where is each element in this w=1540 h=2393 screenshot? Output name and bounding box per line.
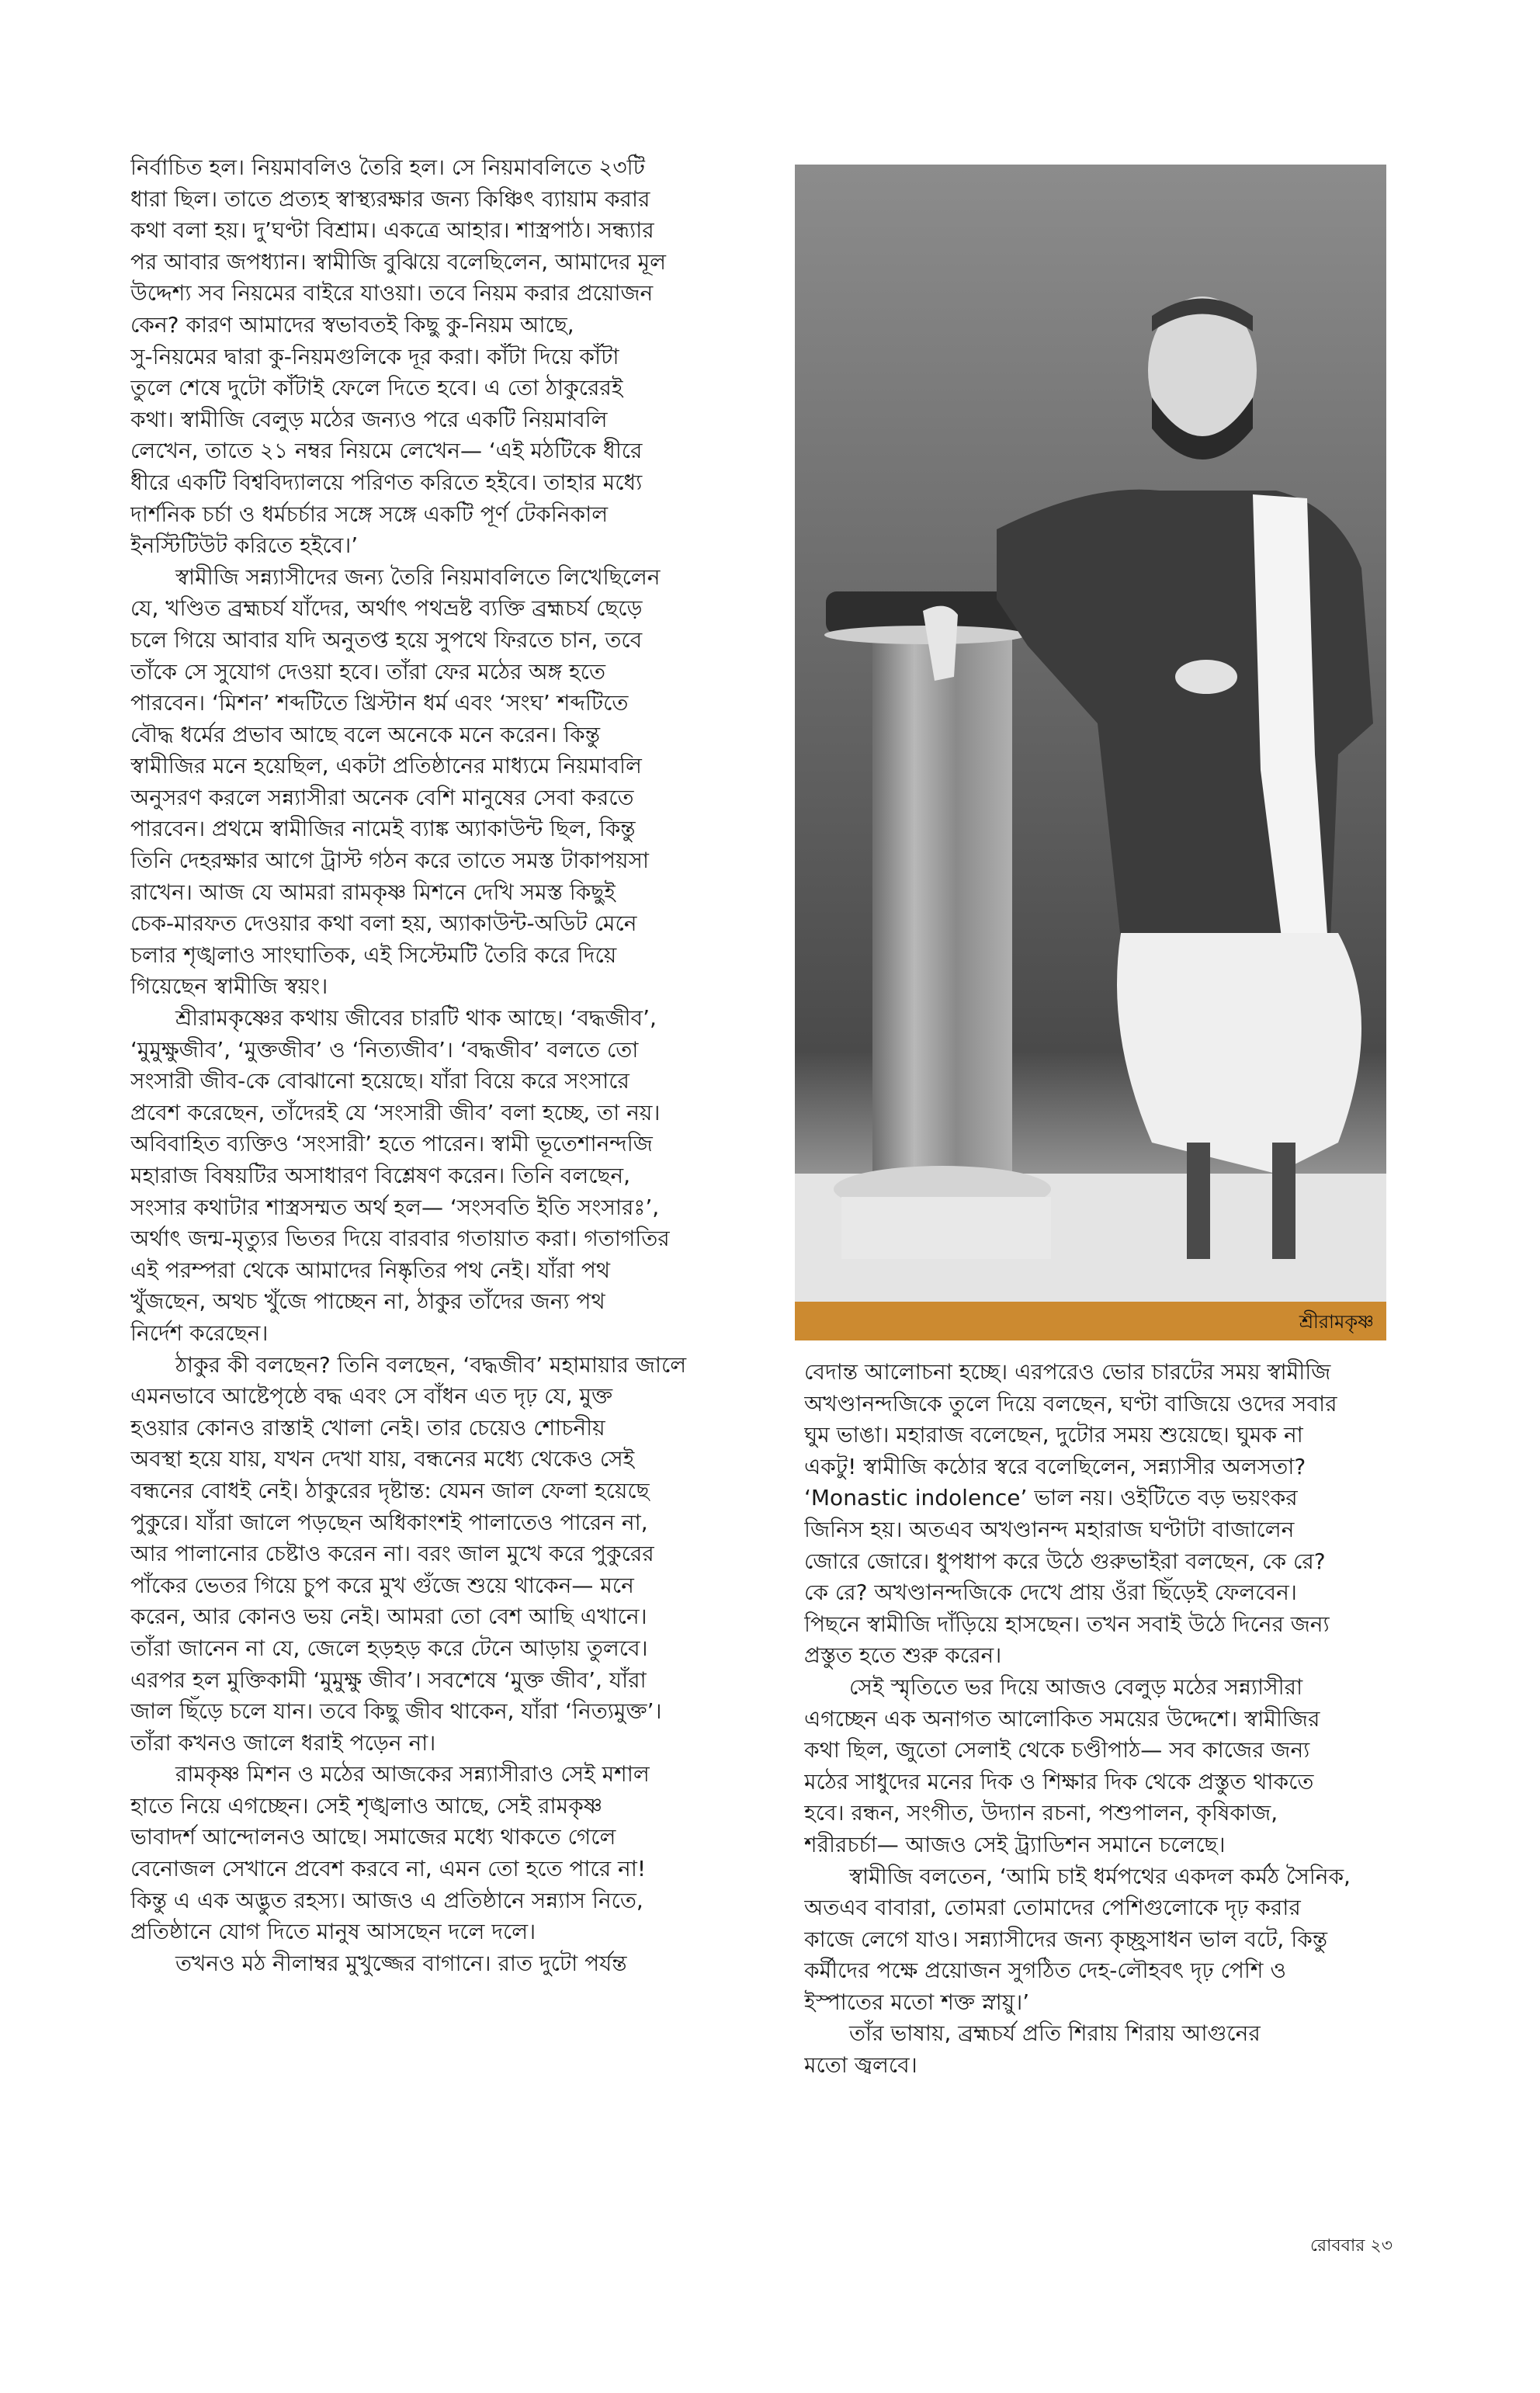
- text-line: ঘুম ভাঙা। মহারাজ বলেছেন, দুটোর সময় শুয়েছে। ঘুমক না: [804, 1422, 1303, 1448]
- text-line: প্রতিষ্ঠানে যোগ দিতে মানুষ আসছেন দলে দলে।: [130, 1919, 536, 1945]
- text-line: পর আবার জপধ্যান। স্বামীজি বুঝিয়ে বলেছিলেন, আমাদের মূল: [130, 248, 667, 275]
- text-line: মহারাজ বিষয়টির অসাধারণ বিশ্লেষণ করেন। তিনি বলছেন,: [130, 1163, 631, 1188]
- text-line: তিনি দেহরক্ষার আগে ট্রাস্ট গঠন করে তাতে সমস্ত টাকাপয়সা: [130, 848, 650, 874]
- paragraph-first-line: রামকৃষ্ণ মিশন ও মঠের আজকের সন্ন্যাসীরাও সেই মশাল: [175, 1761, 650, 1788]
- text-line: মঠের সাধুদের মনের দিক ও শিক্ষার দিক থেকে প্রস্তুত থাকতে: [804, 1768, 1314, 1795]
- text-line: পুকুরে। যাঁরা জালে পড়ছেন অধিকাংশই পালাতেও পারেন না,: [130, 1509, 648, 1535]
- text-line: অনুসরণ করলে সন্ন্যাসীরা অনেক বেশি মানুষের সেবা করতে: [130, 784, 634, 810]
- text-line: তুলে শেষে দুটো কাঁটাই ফেলে দিতে হবে। এ তো ঠাকুরেরই: [130, 375, 623, 401]
- text-line: লেখেন, তাতে ২১ নম্বর নিয়মে লেখেন— ‘এই মঠটিকে ধীরে: [130, 438, 643, 464]
- paragraph-first-line: তখনও মঠ নীলাম্বর মুখুজ্জের বাগানে। রাত দুটো পর্যন্ত: [175, 1950, 627, 1976]
- text-line: মতো জ্বলবে।: [804, 2052, 917, 2079]
- text-line: ধারা ছিল। তাতে প্রত্যহ স্বাস্থ্যরক্ষার জন্য কিঞ্চিৎ ব্যায়াম করার: [130, 186, 650, 212]
- paragraph-first-line: স্বামীজি বলতেন, ‘আমি চাই ধর্মপথের একদল কর্মঠ সৈনিক,: [849, 1863, 1351, 1889]
- text-line: এরপর হল মুক্তিকামী ‘মুমুক্ষু জীব’। সবশেষে ‘মুক্ত জীব’, যাঁরা: [130, 1666, 647, 1693]
- text-line: ভাবাদর্শ আন্দোলনও আছে। সমাজের মধ্যে থাকতে গেলে: [130, 1824, 616, 1850]
- text-line: এমনভাবে আষ্টেপৃষ্ঠে বদ্ধ এবং সে বাঁধন এত দৃঢ় যে, মুক্ত: [130, 1383, 613, 1410]
- text-line: নির্দেশ করেছেন।: [130, 1320, 269, 1346]
- paragraph-first-line: তাঁর ভাষায়, ব্রহ্মচর্য প্রতি শিরায় শিরায় আগুনের: [849, 2020, 1261, 2047]
- text-line: কথা। স্বামীজি বেলুড় মঠের জন্যও পরে একটি নিয়মাবলি: [130, 406, 608, 432]
- text-line: হাতে নিয়ে এগচ্ছেন। সেই শৃঙ্খলাও আছে, সেই রামকৃষ্ণ: [130, 1792, 603, 1819]
- text-line: ইনস্টিটিউট করিতে হইবে।’: [130, 532, 359, 559]
- text-line: অর্থাৎ জন্ম-মৃত্যুর ভিতর দিয়ে বারবার গতায়াত করা। গতাগতির: [130, 1226, 670, 1252]
- text-line: ধীরে একটি বিশ্ববিদ্যালয়ে পরিণত করিতে হইবে। তাহার মধ্যে: [130, 469, 643, 495]
- text-line: দার্শনিক চর্চা ও ধর্মচর্চার সঙ্গে সঙ্গে একটি পূর্ণ টেকনিকাল: [130, 501, 609, 527]
- text-line: অখণ্ডানন্দজিকে তুলে দিয়ে বলছেন, ঘণ্টা বাজিয়ে ওদের সবার: [804, 1390, 1337, 1417]
- page-folio: রোববার ২৩: [1310, 2236, 1393, 2256]
- paragraph-first-line: সেই স্মৃতিতে ভর দিয়ে আজও বেলুড় মঠের সন্ন্যাসীরা: [849, 1673, 1303, 1700]
- text-line: যে, খণ্ডিত ব্রহ্মচর্য যাঁদের, অর্থাৎ পথভ্রষ্ট ব্যক্তি ব্রহ্মচর্য ছেড়ে: [130, 595, 643, 622]
- text-line: সু-নিয়মের দ্বারা কু-নিয়মগুলিকে দূর করা। কাঁটা দিয়ে কাঁটা: [130, 343, 619, 369]
- paragraph-first-line: শ্রীরামকৃষ্ণের কথায় জীবের চারটি থাক আছে। ‘বদ্ধজীব’,: [175, 1005, 657, 1032]
- text-line: জিনিস হয়। অতএব অখণ্ডানন্দ মহারাজ ঘণ্টাটা বাজালেন: [804, 1516, 1295, 1542]
- text-line: কেন? কারণ আমাদের স্বভাবতই কিছু কু-নিয়ম আছে,: [130, 311, 574, 338]
- portrait-photo: [795, 165, 1386, 1302]
- text-line: উদ্দেশ্য সব নিয়মের বাইরে যাওয়া। তবে নিয়ম করার প্রয়োজন: [130, 280, 654, 307]
- text-line: চলার শৃঙ্খলাও সাংঘাতিক, এই সিস্টেমটি তৈরি করে দিয়ে: [130, 942, 617, 968]
- text-line: প্রবেশ করেছেন, তাঁদেরই যে ‘সংসারী জীব’ বলা হচ্ছে, তা নয়।: [130, 1099, 661, 1125]
- text-line: খুঁজছেন, অথচ খুঁজে পাচ্ছেন না, ঠাকুর তাঁদের জন্য পথ: [130, 1288, 605, 1315]
- text-line: নির্বাচিত হল। নিয়মাবলিও তৈরি হল। সে নিয়মাবলিতে ২৩টি: [130, 154, 645, 180]
- text-line: বৌদ্ধ ধর্মের প্রভাব আছে বলে অনেকে মনে করেন। কিন্তু: [130, 721, 601, 747]
- article-right-column: [804, 1357, 1417, 2082]
- paragraph-first-line: স্বামীজি সন্ন্যাসীদের জন্য তৈরি নিয়মাবলিতে লিখেছিলেন: [175, 564, 661, 590]
- text-line: ‘মুমুক্ষুজীব’, ‘মুক্তজীব’ ও ‘নিত্যজীব’। ‘বদ্ধজীব’ বলতে তো: [130, 1036, 639, 1063]
- text-line: হওয়ার কোনও রাস্তাই খোলা নেই। তার চেয়েও শোচনীয়: [130, 1414, 605, 1441]
- text-line: পিছনে স্বামীজি দাঁড়িয়ে হাসছেন। তখন সবাই উঠে দিনের জন্য: [804, 1611, 1330, 1637]
- text-line: বন্ধনের বোধই নেই। ঠাকুরের দৃষ্টান্ত: যেমন জাল ফেলা হয়েছে: [130, 1477, 650, 1503]
- text-line: শরীরচর্চা— আজও সেই ট্র্যাডিশন সমানে চলেছে।: [804, 1831, 1226, 1857]
- text-line: অবিবাহিত ব্যক্তিও ‘সংসারী’ হতে পারেন। স্বামী ভূতেশানন্দজি: [130, 1131, 653, 1157]
- text-line: কথা ছিল, জুতো সেলাই থেকে চণ্ডীপাঠ— সব কাজের জন্য: [804, 1737, 1310, 1764]
- portrait-illustration: [795, 165, 1386, 1302]
- text-line: তাঁরা কখনও জালে ধরাই পড়েন না।: [130, 1729, 436, 1756]
- text-line: জাল ছিঁড়ে চলে যান। তবে কিছু জীব থাকেন, যাঁরা ‘নিত্যমুক্ত’।: [130, 1698, 662, 1725]
- paragraph-first-line: ঠাকুর কী বলছেন? তিনি বলছেন, ‘বদ্ধজীব’ মহামায়ার জালে: [175, 1351, 687, 1378]
- text-line: রাখেন। আজ যে আমরা রামকৃষ্ণ মিশনে দেখি সমস্ত কিছুই: [130, 879, 616, 905]
- text-line: ‘Monastic indolence’ ভাল নয়। ওইটিতে বড় ভয়ংকর: [804, 1485, 1298, 1511]
- text-line: পারবেন। ‘মিশন’ শব্দটিতে খ্রিস্টান ধর্ম এবং ‘সংঘ’ শব্দটিতে: [130, 690, 629, 716]
- text-line: ইস্পাতের মতো শক্ত স্নায়ু।’: [804, 1989, 1030, 2015]
- text-line: পাঁকের ভেতর গিয়ে চুপ করে মুখ গুঁজে শুয়ে থাকেন— মনে: [130, 1572, 634, 1598]
- text-line: কর্মীদের পক্ষে প্রয়োজন সুগঠিত দেহ-লৌহবৎ দৃঢ় পেশি ও: [804, 1958, 1287, 1984]
- text-line: তাঁকে সে সুযোগ দেওয়া হবে। তাঁরা ফের মঠের অঙ্গ হতে: [130, 658, 605, 685]
- photo-caption: শ্রীরামকৃষ্ণ: [1299, 1311, 1374, 1333]
- text-line: কে রে? অখণ্ডানন্দজিকে দেখে প্রায় ওঁরা ছিঁড়েই ফেলবেন।: [804, 1580, 1297, 1606]
- text-line: গিয়েছেন স্বামীজি স্বয়ং।: [130, 973, 328, 1000]
- text-line: বেদান্ত আলোচনা হচ্ছে। এরপরেও ভোর চারটের সময় স্বামীজি: [804, 1359, 1331, 1385]
- text-line: একটু! স্বামীজি কঠোর স্বরে বলেছিলেন, সন্ন্যাসীর অলসতা?: [804, 1453, 1306, 1479]
- text-line: কিন্তু এ এক অদ্ভুত রহস্য। আজও এ প্রতিষ্ঠানে সন্ন্যাস নিতে,: [130, 1887, 643, 1913]
- text-line: তাঁরা জানেন না যে, জেলে হড়হড় করে টেনে আড়ায় তুলবে।: [130, 1635, 648, 1661]
- text-line: হবে। রন্ধন, সংগীত, উদ্যান রচনা, পশুপালন, কৃষিকাজ,: [804, 1800, 1278, 1826]
- text-line: এগচ্ছেন এক অনাগত আলোকিত সময়ের উদ্দেশে। স্বামীজির: [804, 1705, 1320, 1732]
- text-line: অবস্থা হয়ে যায়, যখন দেখা যায়, বন্ধনের মধ্যে থেকেও সেই: [130, 1446, 635, 1472]
- text-line: এই পরম্পরা থেকে আমাদের নিষ্কৃতির পথ নেই। যাঁরা পথ: [130, 1257, 611, 1283]
- text-line: আর পালানোর চেষ্টাও করেন না। বরং জাল মুখে করে পুকুরের: [130, 1541, 654, 1567]
- text-line: প্রস্তুত হতে শুরু করেন।: [804, 1642, 1002, 1669]
- text-line: অতএব বাবারা, তোমরা তোমাদের পেশিগুলোকে দৃঢ় করার: [804, 1895, 1301, 1921]
- photo-caption-bar: [795, 1302, 1386, 1340]
- text-line: করেন, আর কোনও ভয় নেই। আমরা তো বেশ আছি এখানে।: [130, 1604, 647, 1630]
- text-line: কাজে লেগে যাও। সন্ন্যাসীদের জন্য কৃচ্ছ্রসাধন ভাল বটে, কিন্তু: [804, 1926, 1328, 1952]
- text-line: স্বামীজির মনে হয়েছিল, একটা প্রতিষ্ঠানের মাধ্যমে নিয়মাবলি: [130, 753, 642, 779]
- text-line: বেনোজল সেখানে প্রবেশ করবে না, এমন তো হতে পারে না!: [130, 1856, 647, 1882]
- text-line: কথা বলা হয়। দু’ঘণ্টা বিশ্রাম। একত্রে আহার। শাস্ত্রপাঠ। সন্ধ্যার: [130, 217, 654, 244]
- text-line: পারবেন। প্রথমে স্বামীজির নামেই ব্যাঙ্ক অ্যাকাউন্ট ছিল, কিন্তু: [130, 816, 636, 842]
- text-line: সংসার কথাটার শাস্ত্রসম্মত অর্থ হল— ‘সংসবতি ইতি সংসারঃ’,: [130, 1194, 660, 1220]
- article-left-column: [130, 152, 787, 1979]
- text-line: চলে গিয়ে আবার যদি অনুতপ্ত হয়ে সুপথে ফিরতে চান, তবে: [130, 626, 643, 653]
- text-line: সংসারী জীব-কে বোঝানো হয়েছে। যাঁরা বিয়ে করে সংসারে: [130, 1068, 630, 1094]
- text-line: চেক-মারফত দেওয়ার কথা বলা হয়, অ্যাকাউন্ট-অডিট মেনে: [130, 910, 637, 937]
- text-line: জোরে জোরে। ধুপধাপ করে উঠে গুরুভাইরা বলছেন, কে রে?: [804, 1548, 1326, 1574]
